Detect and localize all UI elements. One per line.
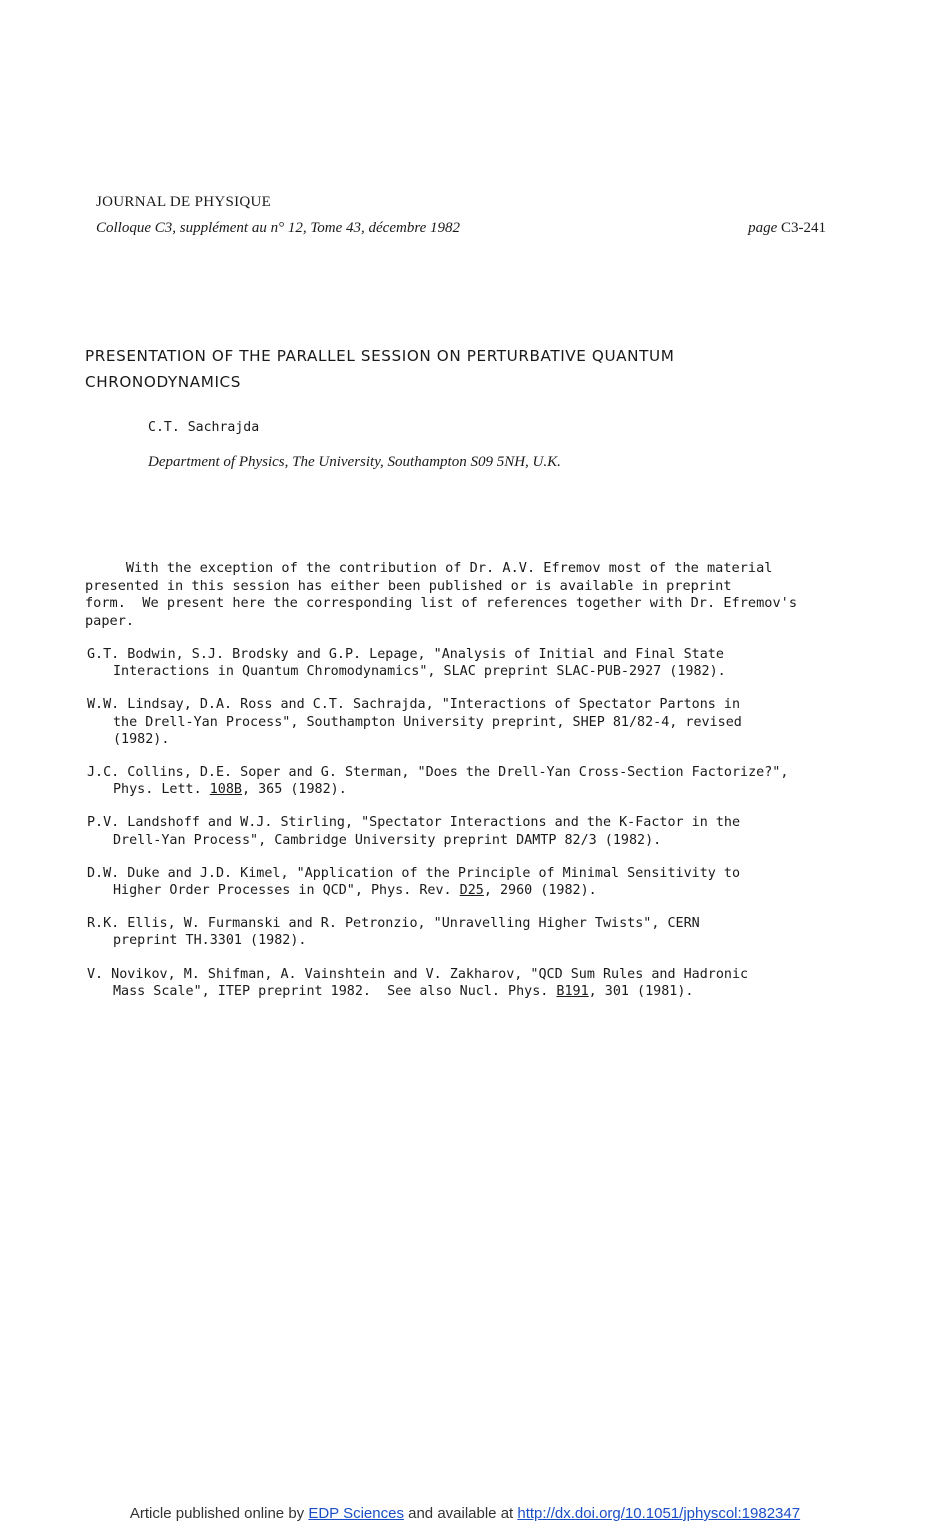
reference-line: Interactions in Quantum Chromodynamics", SLAC preprint SLAC-PUB-2927 (1982). [113,664,726,680]
reference-line: (1982). [113,731,170,747]
page-reference [748,220,826,237]
reference-line: the Drell-Yan Process", Southampton University preprint, SHEP 81/82-4, revised [113,714,742,730]
volume-number: 108B [209,782,242,798]
volume-number: D25 [459,883,484,899]
footer-prefix: Article published online by [129,1505,309,1522]
reference-item [87,696,847,748]
reference-list [87,646,847,1016]
body-line: presented in this session has either been published or is available in preprint [85,577,732,594]
body-paragraph [85,560,855,630]
body-line: With the exception of the contribution of Dr. A.V. Efremov most of the material [85,560,773,576]
journal-issue: Colloque C3, supplément au n° 12, Tome 43, décembre 1982 [96,220,461,236]
paper-title [85,343,745,395]
page-word: page [748,220,778,236]
reference-text: , 301 (1981). [588,983,694,999]
body-line: paper. [85,612,135,629]
doi-link[interactable]: http://dx.doi.org/10.1051/jphyscol:1982347 [517,1505,801,1522]
reference-text: Higher Order Processes in QCD", Phys. Rev. [113,883,460,899]
publisher-link[interactable]: EDP Sciences [308,1505,404,1522]
footer-middle: and available at [403,1505,518,1522]
reference-line: W.W. Lindsay, D.A. Ross and C.T. Sachrajda, "Interactions of Spectator Partons in [87,697,741,713]
reference-item [87,915,847,949]
reference-line: Drell-Yan Process", Cambridge University preprint DAMTP 82/3 (1982). [113,832,662,848]
reference-item [87,966,847,1000]
reference-item [87,865,847,899]
reference-item [87,814,847,848]
title-line-2: CHRONODYNAMICS [85,373,241,391]
page-number: C3-241 [781,220,826,236]
journal-name: JOURNAL DE PHYSIQUE [96,194,272,210]
reference-line: preprint TH.3301 (1982). [113,933,307,949]
reference-text: , 365 (1982). [242,782,347,798]
reference-line [87,882,847,899]
reference-line [87,781,847,798]
author-name: C.T. Sachrajda [148,420,260,435]
reference-line [87,983,847,1000]
reference-line: D.W. Duke and J.D. Kimel, "Application of the Principle of Minimal Sensitivity to [87,865,741,881]
reference-item [87,764,847,798]
volume-number: B191 [556,983,589,999]
author-affiliation: Department of Physics, The University, Southampton S09 5NH, U.K. [148,454,561,470]
reference-line: R.K. Ellis, W. Furmanski and R. Petronzio, "Unravelling Higher Twists", CERN [87,916,700,932]
reference-text: Phys. Lett. [113,782,210,798]
title-line-1: PRESENTATION OF THE PARALLEL SESSION ON PERTURBATIVE QUANTUM [85,347,675,365]
reference-text: Mass Scale", ITEP preprint 1982. See also Nucl. Phys. [113,983,557,999]
body-line: form. We present here the corresponding list of references together with Dr. Efremov's [85,595,798,612]
reference-line: V. Novikov, M. Shifman, A. Vainshtein and V. Zakharov, "QCD Sum Rules and Hadronic [87,966,749,982]
reference-item [87,646,847,680]
reference-line: J.C. Collins, D.E. Soper and G. Sterman, "Does the Drell-Yan Cross-Section Factorize?", [87,765,789,781]
reference-text: , 2960 (1982). [483,883,597,899]
reference-line: P.V. Landshoff and W.J. Stirling, "Spectator Interactions and the K-Factor in the [87,815,741,831]
publication-footer [0,1505,930,1522]
reference-line: G.T. Bodwin, S.J. Brodsky and G.P. Lepage, "Analysis of Initial and Final State [87,647,724,662]
